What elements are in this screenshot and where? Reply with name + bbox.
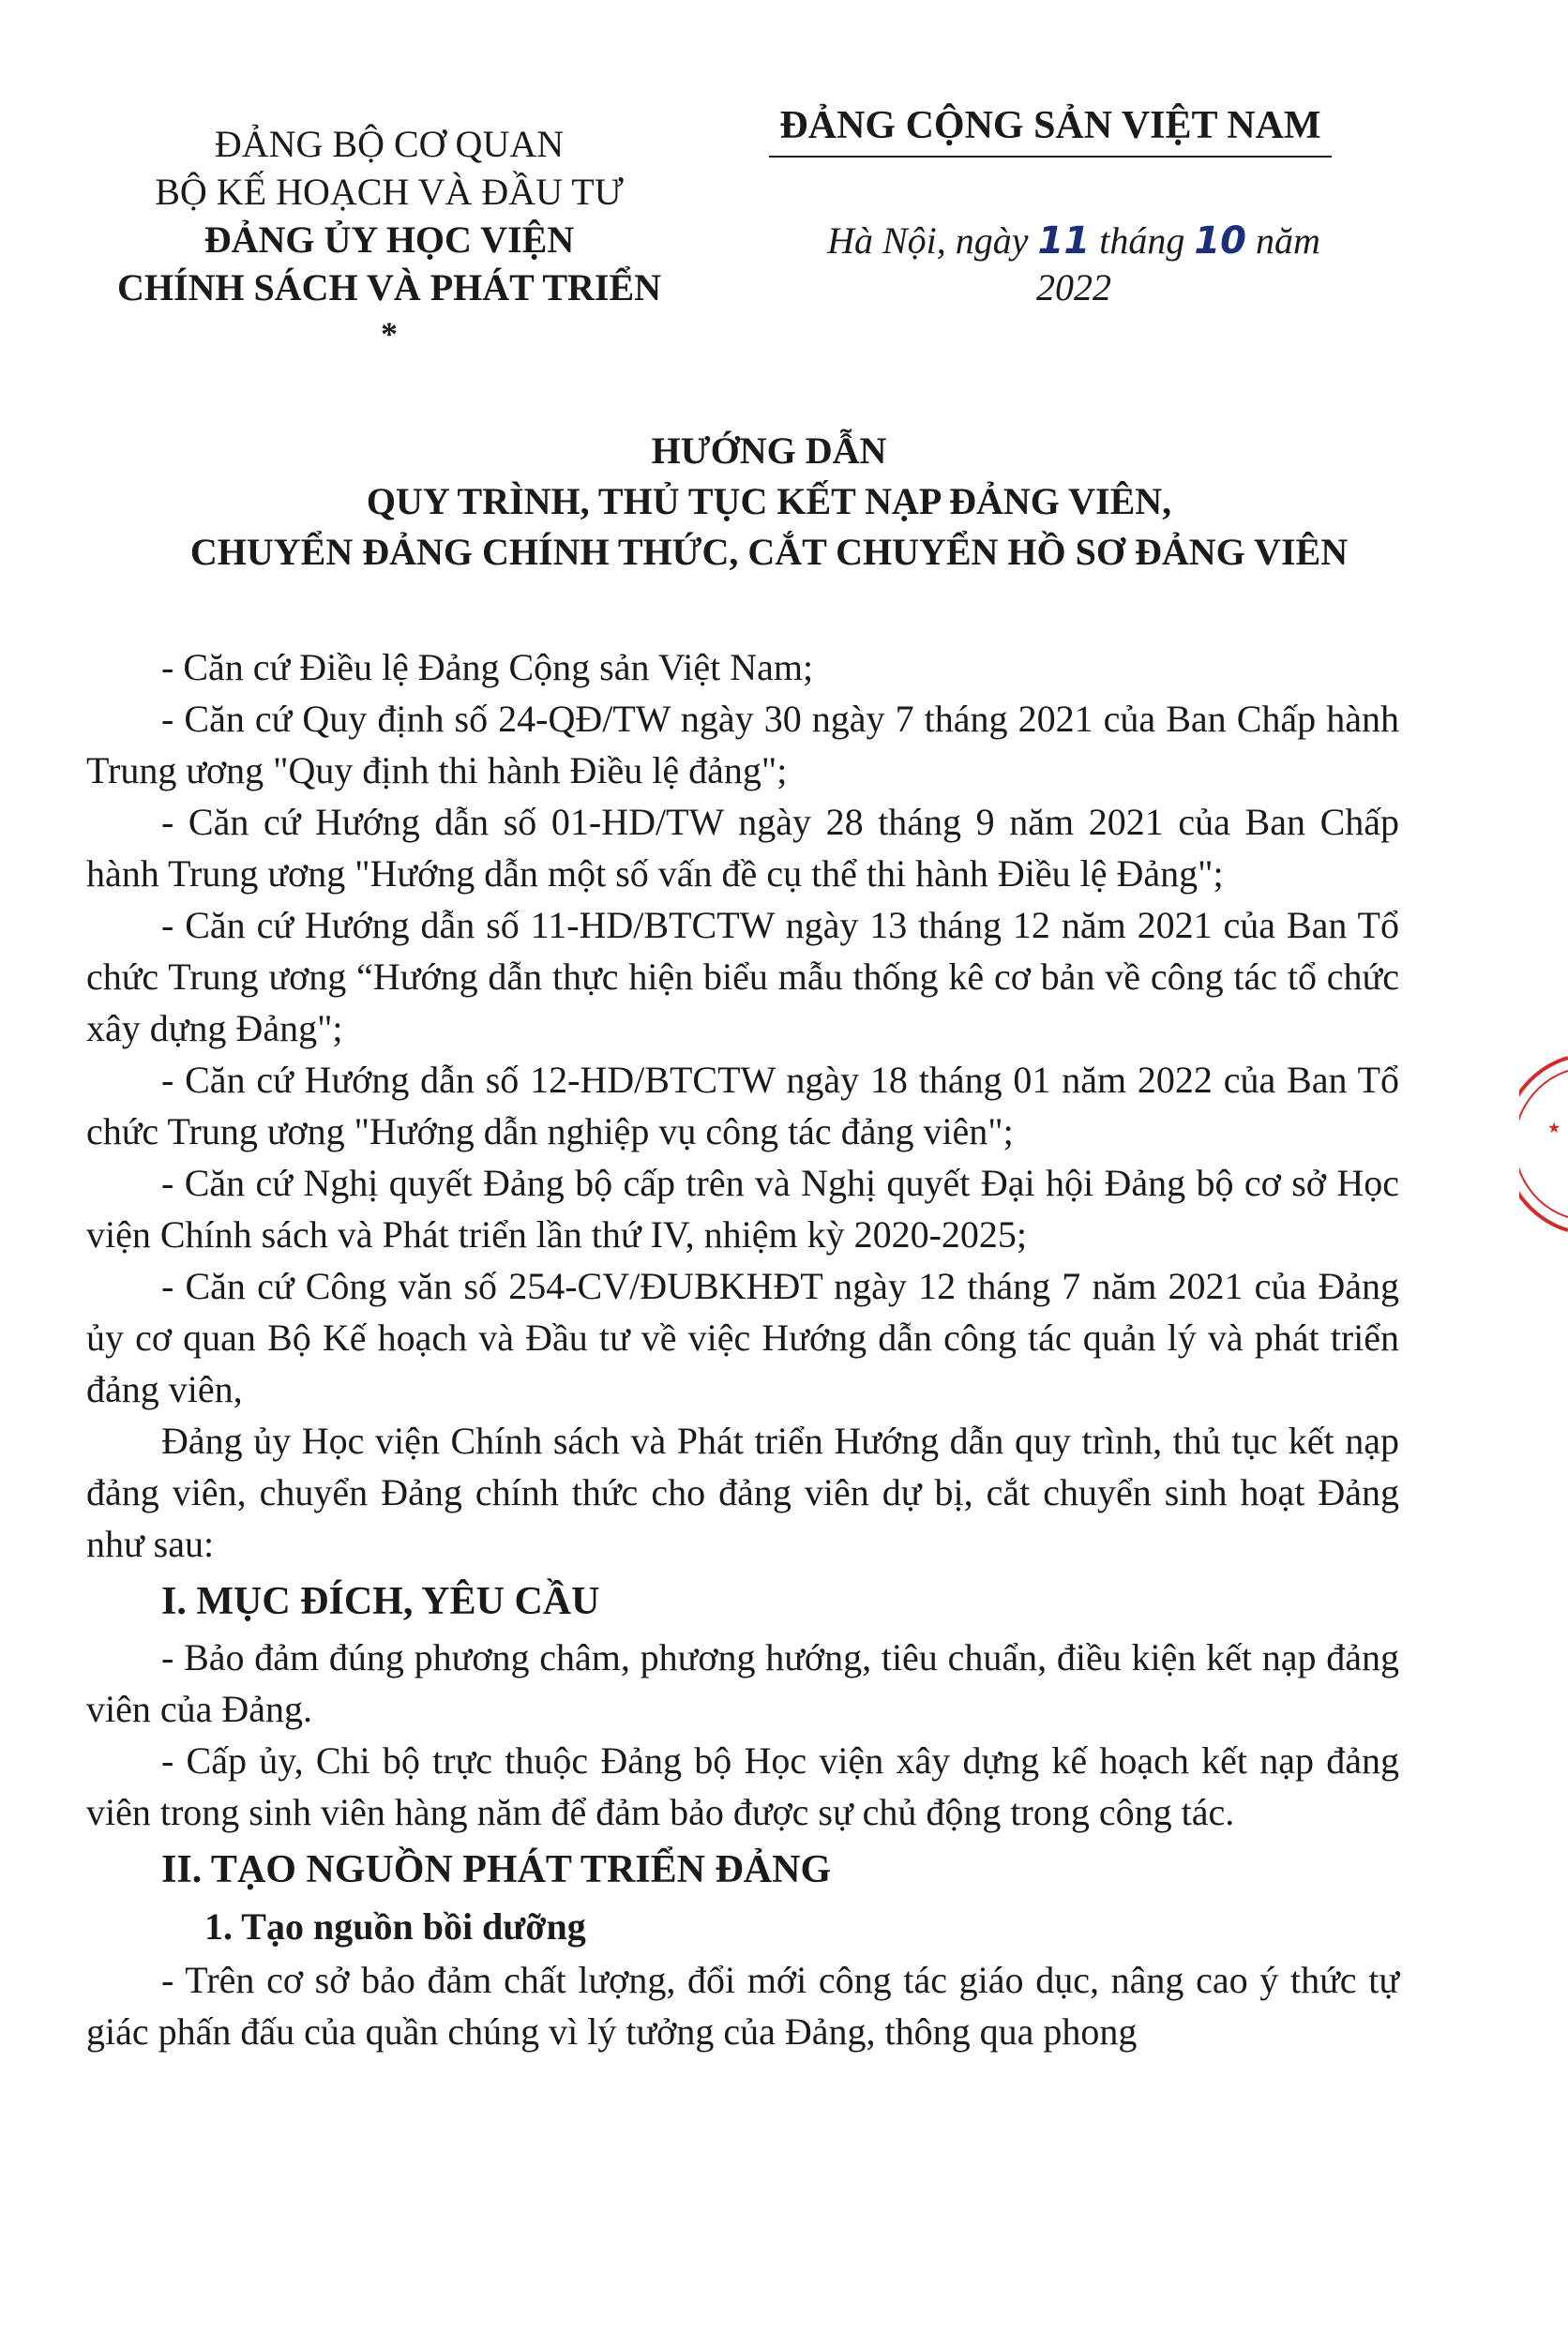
- svg-text:★: ★: [1547, 1119, 1561, 1136]
- party-underline: [769, 156, 1332, 158]
- section-paragraph: - Cấp ủy, Chi bộ trực thuộc Đảng bộ Học viện xây dựng kế hoạch kết nạp đảng viên trong sinh viên hàng năm để đảm bảo được sự chủ động trong công tác.: [86, 1739, 1399, 1833]
- basis-item: - Căn cứ Quy định số 24-QĐ/TW ngày 30 ngày 7 tháng 2021 của Ban Chấp hành Trung ương "Quy định thi hành Điều lệ đảng";: [86, 698, 1399, 791]
- org-line-2: BỘ KẾ HOẠCH VÀ ĐẦU TƯ: [155, 171, 624, 213]
- basis-item: - Căn cứ Công văn số 254-CV/ĐUBKHĐT ngày 12 tháng 7 năm 2021 của Đảng ủy cơ quan Bộ Kế hoạch và Đầu tư về việc Hướng dẫn công tác quản lý và phát triển đảng viên,: [86, 1265, 1399, 1410]
- date-month-label: tháng: [1090, 219, 1195, 262]
- section-paragraph: - Bảo đảm đúng phương châm, phương hướng, tiêu chuẩn, điều kiện kết nạp đảng viên của Đảng.: [86, 1636, 1399, 1730]
- seal-arc-icon: [1519, 1050, 1568, 1238]
- date-month-handwritten: 10: [1194, 219, 1246, 263]
- subsection-heading: 1. Tạo nguồn bồi dưỡng: [204, 1905, 586, 1948]
- date-prefix: Hà Nội, ngày: [827, 219, 1038, 262]
- document-body: [86, 641, 1399, 2057]
- title-line-3: CHUYỂN ĐẢNG CHÍNH THỨC, CẮT CHUYỂN HỒ SƠ ĐẢNG VIÊN: [189, 531, 1349, 573]
- party-name: ĐẢNG CỘNG SẢN VIỆT NAM: [779, 104, 1321, 147]
- date-suffix: năm 2022: [1036, 219, 1320, 309]
- date-day-handwritten: 11: [1037, 219, 1091, 263]
- issue-date: [750, 218, 1350, 311]
- star-mark: *: [381, 315, 398, 353]
- org-line-3: ĐẢNG ỦY HỌC VIỆN: [204, 218, 575, 261]
- org-line-4: CHÍNH SÁCH VÀ PHÁT TRIỂN: [116, 266, 662, 309]
- basis-item: - Căn cứ Hướng dẫn số 11-HD/BTCTW ngày 13 tháng 12 năm 2021 của Ban Tổ chức Trung ương “Hướng dẫn thực hiện biểu mẫu thống kê cơ bản về công tác tổ chức xây dựng Đảng";: [86, 904, 1399, 1049]
- document-title: [94, 426, 1444, 578]
- basis-item: - Căn cứ Hướng dẫn số 12-HD/BTCTW ngày 18 tháng 01 năm 2022 của Ban Tổ chức Trung ương "Hướng dẫn nghiệp vụ công tác đảng viên";: [86, 1059, 1399, 1152]
- title-line-1: HƯỚNG DẪN: [651, 429, 887, 472]
- section-heading: II. TẠO NGUỒN PHÁT TRIỂN ĐẢNG: [161, 1848, 832, 1891]
- basis-item: - Căn cứ Nghị quyết Đảng bộ cấp trên và Nghị quyết Đại hội Đảng bộ cơ sở Học viện Chính sách và Phát triển lần thứ IV, nhiệm kỳ 2020-2025;: [86, 1162, 1399, 1256]
- basis-item: - Căn cứ Điều lệ Đảng Cộng sản Việt Nam;: [161, 646, 814, 688]
- title-line-2: QUY TRÌNH, THỦ TỤC KẾT NẠP ĐẢNG VIÊN,: [366, 480, 1172, 522]
- org-line-1: ĐẢNG BỘ CƠ QUAN: [214, 123, 565, 165]
- party-header: [750, 101, 1350, 311]
- section-paragraph: - Trên cơ sở bảo đảm chất lượng, đổi mới công tác giáo dục, nâng cao ý thức tự giác phấn đấu của quần chúng vì lý tưởng của Đảng, thông qua phong: [86, 1959, 1399, 2053]
- red-seal-stamp: [1519, 1050, 1568, 1238]
- basis-item: - Căn cứ Hướng dẫn số 01-HD/TW ngày 28 tháng 9 năm 2021 của Ban Chấp hành Trung ương "Hướng dẫn một số vấn đề cụ thể thi hành Điều lệ Đảng";: [86, 801, 1399, 895]
- intro-paragraph: Đảng ủy Học viện Chính sách và Phát triển Hướng dẫn quy trình, thủ tục kết nạp đảng viên, chuyển Đảng chính thức cho đảng viên dự bị, cắt chuyển sinh hoạt Đảng như sau:: [86, 1420, 1399, 1565]
- section-heading: I. MỤC ĐÍCH, YÊU CẦU: [161, 1580, 600, 1623]
- issuing-organization: [84, 120, 694, 353]
